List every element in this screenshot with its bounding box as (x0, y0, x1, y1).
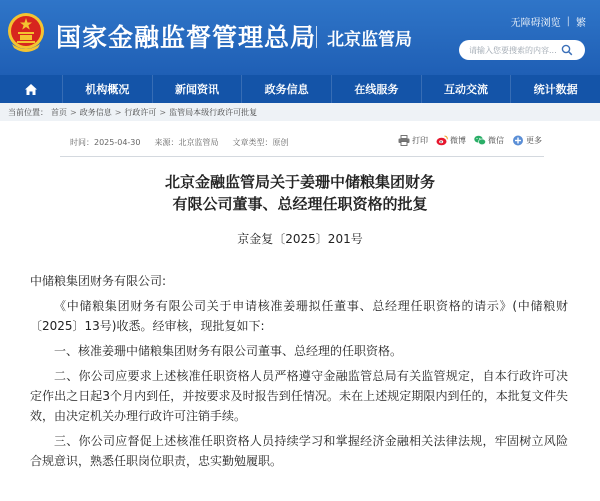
document-number: 京金复〔2025〕201号 (237, 232, 363, 246)
nav-item-online-services[interactable]: 在线服务 (331, 75, 421, 103)
print-button[interactable] (398, 135, 428, 146)
weibo-label: 微博 (450, 136, 466, 145)
branch-title[interactable]: 北京监管局 (327, 30, 412, 50)
meta-divider (60, 156, 544, 157)
weibo-icon (436, 135, 448, 146)
nav-item-statistics[interactable]: 统计数据 (510, 75, 600, 103)
breadcrumb-separator: > (114, 107, 122, 117)
body-paragraph: 《中储粮集团财务有限公司关于申请核准姜珊拟任董事、总经理任职资格的请示》(中储粮财〔2025〕13号)收悉。经审核，现批复如下: (30, 299, 568, 333)
search-icon[interactable] (561, 44, 573, 56)
printer-icon (398, 135, 410, 146)
article-title-line-1: 北京金融监管局关于姜珊中储粮集团财务 (164, 173, 435, 191)
breadcrumb (0, 103, 600, 121)
body-paragraph: 三、你公司应督促上述核准任职资格人员持续学习和掌握经济金融相关法律法规，牢固树立风险合规意识，熟悉任职岗位职责，忠实勤勉履职。 (30, 434, 568, 468)
search-box (459, 40, 585, 60)
breadcrumb-current[interactable]: 监管局本级行政许可批复 (169, 107, 258, 117)
nav-item-government-info[interactable]: 政务信息 (241, 75, 331, 103)
article-body (30, 271, 568, 476)
body-paragraph: 二、你公司应要求上述核准任职资格人员严格遵守金融监管总局有关监管规定，自本行政许可决定作出之日起3个月内到任，并按要求及时报告到任情况。未在上述规定期限内到任的，本批复文件失效，由决定机关办理行政许可注销手续。 (30, 369, 568, 423)
title-divider (316, 26, 317, 48)
addressee: 中储粮集团财务有限公司: (30, 274, 167, 288)
breadcrumb-label: 当前位置： (8, 107, 48, 117)
share-toolbar (398, 135, 542, 146)
wechat-label: 微信 (488, 136, 504, 145)
breadcrumb-separator: > (159, 107, 167, 117)
share-weibo-button[interactable] (436, 135, 466, 146)
breadcrumb-separator: > (70, 107, 77, 117)
wechat-icon (474, 135, 486, 146)
nav-home[interactable] (0, 75, 62, 103)
main-nav (0, 75, 600, 103)
header-links (511, 14, 586, 29)
nav-item-interaction[interactable]: 互动交流 (421, 75, 511, 103)
home-icon (24, 83, 38, 96)
site-title[interactable]: 国家金融监督管理总局 (56, 23, 317, 52)
article-source: 来源：北京监管局 (154, 138, 219, 147)
body-paragraph: 一、核准姜珊中储粮集团财务有限公司董事、总经理的任职资格。 (54, 344, 403, 358)
national-emblem-icon[interactable] (6, 10, 46, 54)
article-title-line-2: 有限公司董事、总经理任职资格的批复 (172, 195, 428, 213)
breadcrumb-government-info[interactable]: 政务信息 (79, 107, 112, 117)
link-separator: | (566, 16, 570, 27)
site-header (0, 0, 600, 75)
article-title (0, 171, 600, 215)
article-meta (70, 137, 289, 148)
share-wechat-button[interactable] (474, 135, 504, 146)
publish-time: 时间：2025-04-30 (70, 138, 141, 147)
traditional-chinese-link[interactable]: 繁 (576, 18, 586, 29)
search-input[interactable] (459, 41, 559, 59)
breadcrumb-admin-license[interactable]: 行政许可 (124, 107, 157, 117)
share-more-button[interactable] (512, 135, 542, 146)
breadcrumb-home[interactable]: 首页 (51, 107, 67, 117)
accessibility-link[interactable]: 无障碍浏览 (510, 18, 561, 29)
article-panel (0, 121, 600, 501)
print-label: 打印 (412, 136, 428, 145)
nav-item-about[interactable]: 机构概况 (62, 75, 152, 103)
share-more-icon (512, 135, 524, 146)
article-type: 文章类型：原创 (232, 138, 289, 147)
more-label: 更多 (526, 136, 542, 145)
nav-item-news[interactable]: 新闻资讯 (152, 75, 242, 103)
